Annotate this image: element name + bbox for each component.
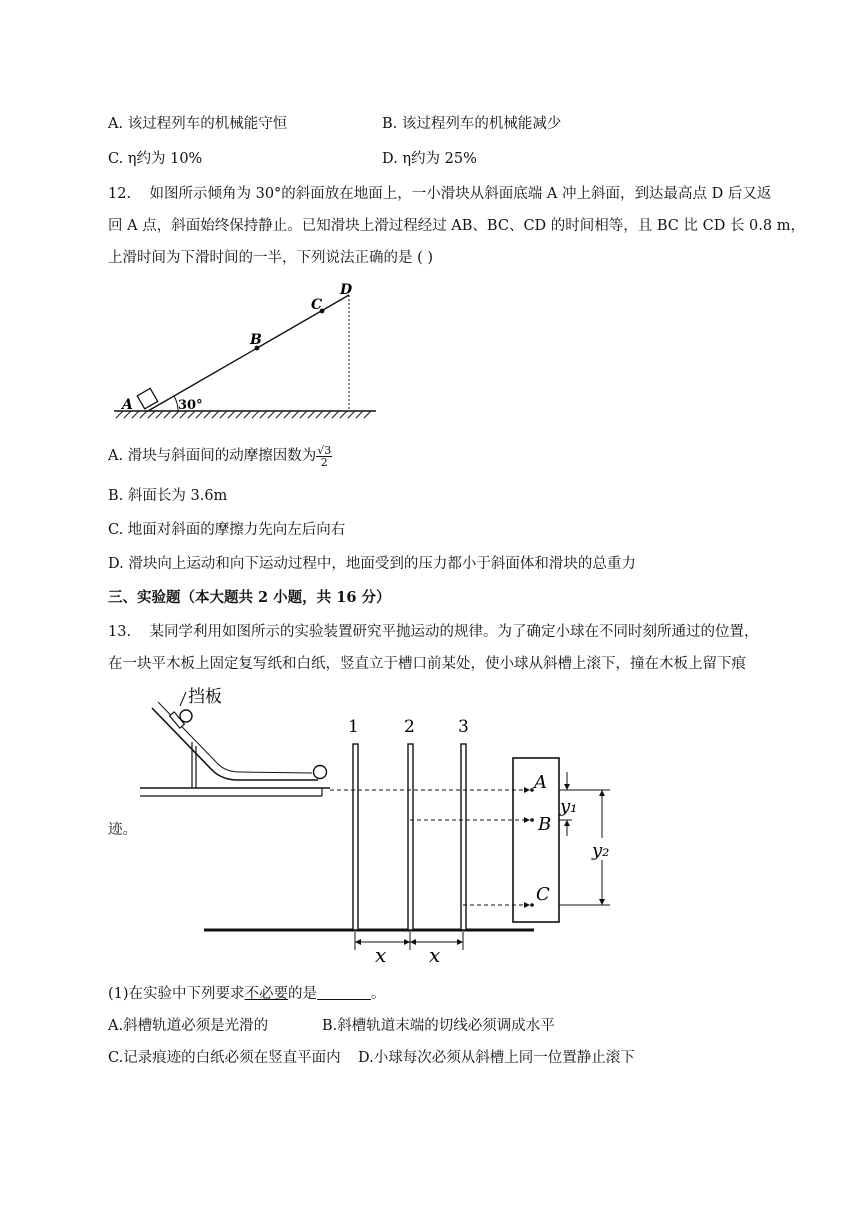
q12-incline-figure [108,278,388,428]
board-3 [461,744,466,930]
q12-number: 12. [108,186,132,202]
sub1-prefix: (1)在实验中下列要求 [108,986,245,1002]
q11-option-a: A. 该过程列车的机械能守恒 [108,116,288,132]
sub1-end: 。 [371,986,386,1002]
y2-arrow-top [599,790,605,796]
sub1-suffix: 的是 [288,986,318,1002]
ground-hatching [116,411,371,418]
x-dim-1-left-arrow [355,939,361,945]
ball-end [314,766,327,779]
baffle-pointer [180,692,186,706]
x-dim-2-left-arrow [410,939,416,945]
y1-label: y₁ [560,796,578,817]
q11-option-c: C. η约为 10% [108,151,203,167]
board-1-label: 1 [348,717,359,737]
board-2-label: 2 [404,717,415,737]
q11-option-b: B. 该过程列车的机械能减少 [382,116,562,132]
fraction-numerator: √3 [317,443,332,457]
fraction-denominator: 2 [320,455,328,469]
label-d: D [340,282,353,298]
q13-projectile-figure [140,680,620,970]
q12-stem-line3: 上滑时间为下滑时间的一半，下列说法正确的是 ( ) [108,250,434,266]
y1-arrow-top [564,784,570,790]
q12-option-d: D. 滑块向上运动和向下运动过程中，地面受到的压力都小于斜面体和滑块的总重力 [108,556,636,572]
board-3-label: 3 [458,717,469,737]
x-dim-1-right-arrow [404,939,410,945]
board-2 [408,744,413,930]
sqrt3-over-2-fraction [316,445,332,468]
sub1-underlined: 不必要 [244,986,289,1002]
angle-label: 30° [178,398,203,413]
q12-line1-text: 如图所示倾角为 30°的斜面放在地面上，一小滑块从斜面底端 A 冲上斜面，到达最高点 D 后又返 [149,186,772,202]
y1-arrow-bottom [564,820,570,826]
section-heading: 三、实验题（本大题共 2 小题，共 16 分） [108,589,391,606]
q12-option-a-text: A. 滑块与斜面间的动摩擦因数为 [108,448,317,464]
q13-stem-line3: 迹。 [108,822,137,838]
mark-b [530,818,534,822]
x1-label: x [375,943,387,967]
label-a: A [122,397,133,413]
q13-option-c: C.记录痕迹的白纸必须在竖直平面内 [108,1050,341,1066]
x-dim-2-right-arrow [457,939,463,945]
q13-line1-text: 某同学利用如图所示的实验装置研究平抛运动的规律。为了确定小球在不同时刻所通过的位置， [149,624,759,640]
q12-option-b: B. 斜面长为 3.6m [108,488,228,504]
q13-stem-line2: 在一块平木板上固定复写纸和白纸，竖直立于槽口前某处，使小球从斜槽上滚下，撞在木板上留下痕 [108,656,746,672]
q11-option-d: D. η约为 25% [382,151,477,167]
q13-option-a: A.斜槽轨道必须是光滑的 [108,1018,269,1034]
y2-label: y₂ [592,840,610,861]
point-c-label: C [536,884,550,905]
x2-label: x [429,943,441,967]
ball-top [180,710,192,722]
board-1 [353,744,358,930]
q13-number: 13. [108,624,132,640]
q13-option-d: D.小球每次必须从斜槽上同一位置静止滚下 [358,1050,635,1066]
q12-option-a [108,444,332,468]
mark-c [530,903,534,907]
slider-block [137,388,157,408]
label-b: B [250,332,262,348]
answer-blank[interactable] [317,985,371,1000]
baffle-label: 挡板 [188,687,222,707]
y2-arrow-bottom [599,899,605,905]
q13-option-b: B.斜槽轨道末端的切线必须调成水平 [322,1018,555,1034]
q13-stem-line1 [108,620,759,641]
q12-option-c: C. 地面对斜面的摩擦力先向左后向右 [108,522,346,538]
point-b-label: B [538,814,552,835]
label-c: C [311,297,323,313]
point-a-label: A [534,772,547,793]
q12-stem-line2: 回 A 点，斜面始终保持静止。已知滑块上滑过程经过 AB、BC、CD 的时间相等，且 BC 比 CD 长 0.8 m， [108,218,805,234]
q13-sub1 [108,982,386,1003]
q12-stem-line1 [108,182,771,203]
